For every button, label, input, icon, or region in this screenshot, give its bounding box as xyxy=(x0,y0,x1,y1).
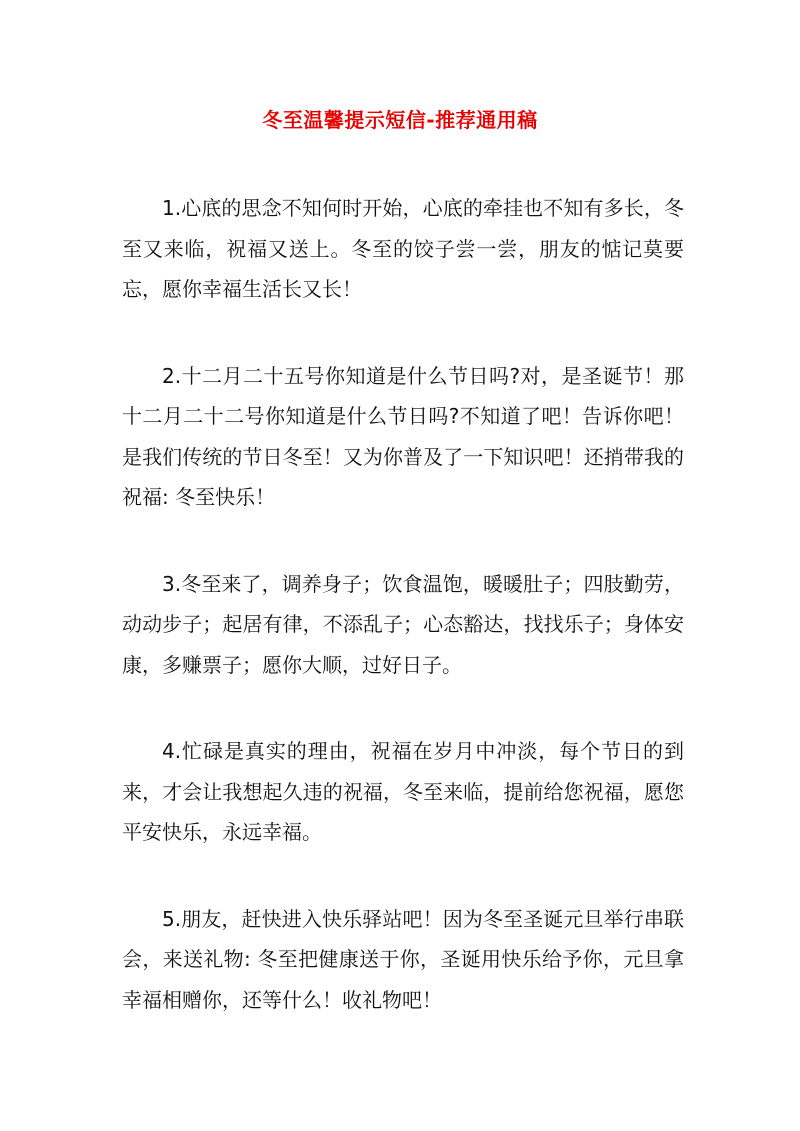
paragraph-2: 2.十二月二十五号你知道是什么节日吗?对，是圣诞节！那十二月二十二号你知道是什么节日吗?不知道了吧！告诉你吧！是我们传统的节日冬至！又为你普及了一下知识吧！还捎带我的祝福: 冬至快乐！ xyxy=(122,363,684,509)
paragraph-4: 4.忙碌是真实的理由，祝福在岁月中冲淡，每个节日的到来，才会让我想起久违的祝福，冬至来临，提前给您祝福，愿您平安快乐，永远幸福。 xyxy=(122,739,684,844)
document-body xyxy=(122,188,684,1066)
paragraph-1: 1.心底的思念不知何时开始，心底的牵挂也不知有多长，冬至又来临，祝福又送上。冬至的饺子尝一尝，朋友的惦记莫要忘，愿你幸福生活长又长！ xyxy=(122,196,684,301)
paragraph-5: 5.朋友，赶快进入快乐驿站吧！因为冬至圣诞元旦举行串联会，来送礼物: 冬至把健康送于你，圣诞用快乐给予你，元旦拿幸福相赠你，还等什么！收礼物吧！ xyxy=(122,906,684,1012)
document-title: 冬至温馨提示短信-推荐通用稿 xyxy=(262,108,538,132)
paragraph-3: 3.冬至来了，调养身子；饮食温饱，暖暖肚子；四肢勤劳，动动步子；起居有律，不添乱子；心态豁达，找找乐子；身体安康，多赚票子；愿你大顺，过好日子。 xyxy=(122,571,684,677)
